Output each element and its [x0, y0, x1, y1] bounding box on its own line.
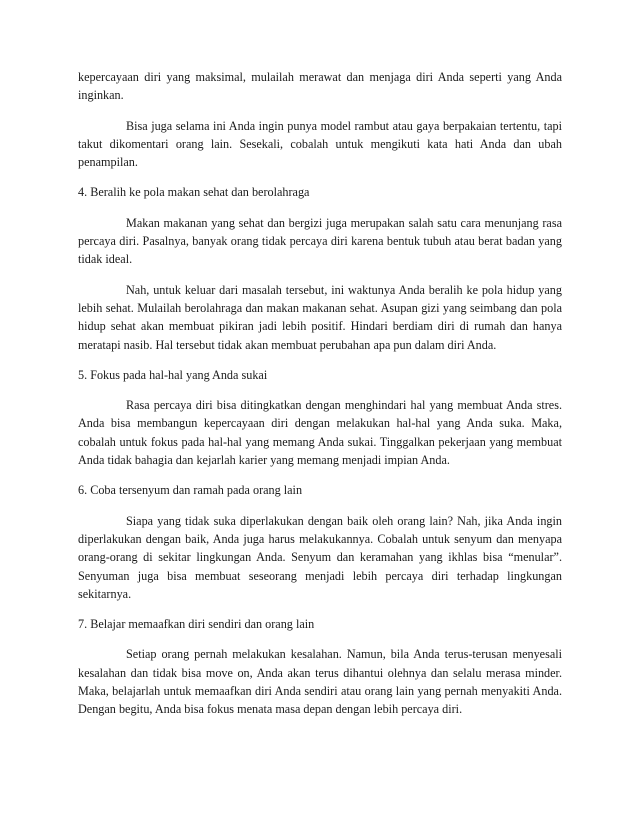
document-page: [78, 68, 562, 731]
intro-paragraph-continued: kepercayaan diri yang maksimal, mulailah merawat dan menjaga diri Anda seperti yang Anda inginkan.: [78, 70, 562, 103]
section-heading-6: 6. Coba tersenyum dan ramah pada orang lain: [78, 483, 303, 498]
intro-paragraph: Bisa juga selama ini Anda ingin punya model rambut atau gaya berpakaian tertentu, tapi takut dikomentari orang lain. Sesekali, cobalah untuk mengikuti kata hati Anda dan ubah penampilan.: [78, 118, 562, 170]
section-5-paragraph-1: Rasa percaya diri bisa ditingkatkan dengan menghindari hal yang membuat Anda stres. Anda bisa membangun kepercayaan diri dengan melakukan hal-hal yang Anda suka. Maka, cobalah untuk fokus pada hal-hal yang memang Anda sukai. Tinggalkan pekerjaan yang membuat Anda tidak bahagia dan kejarlah karier yang memang menjadi impian Anda.: [78, 398, 562, 468]
section-4-paragraph-1: Makan makanan yang sehat dan bergizi juga merupakan salah satu cara menunjang rasa percaya diri. Pasalnya, banyak orang tidak percaya diri karena bentuk tubuh atau berat badan yang tidak ideal.: [78, 215, 562, 267]
section-4-paragraph-2: Nah, untuk keluar dari masalah tersebut, ini waktunya Anda beralih ke pola hidup yang lebih sehat. Mulailah berolahraga dan makan makanan sehat. Asupan gizi yang seimbang dan pola hidup sehat akan membuat pikiran jadi lebih positif. Hindari berdiam diri di rumah dan hanya meratapi nasib. Hal tersebut tidak akan membuat perubahan apa pun dalam diri Anda.: [78, 282, 562, 352]
section-heading-7: 7. Belajar memaafkan diri sendiri dan orang lain: [78, 617, 315, 632]
section-7-paragraph-1: Setiap orang pernah melakukan kesalahan. Namun, bila Anda terus-terusan menyesali kesalahan dan tidak bisa move on, Anda akan terus dihantui olehnya dan selalu merasa minder. Maka, belajarlah untuk memaafkan diri Anda sendiri atau orang lain yang pernah menyakiti Anda. Dengan begitu, Anda bisa fokus menata masa depan dengan lebih percaya diri.: [78, 647, 562, 717]
section-6-paragraph-1: Siapa yang tidak suka diperlakukan dengan baik oleh orang lain? Nah, jika Anda ingin diperlakukan dengan baik, Anda juga harus melakukannya. Cobalah untuk senyum dan menyapa orang-orang di sekitar lingkungan Anda. Senyum dan keramahan yang ikhlas bisa “menular”. Senyuman juga bisa membuat seseorang menjadi lebih percaya diri terhadap lingkungan sekitarnya.: [78, 513, 562, 601]
section-heading-4: 4. Beralih ke pola makan sehat dan berolahraga: [78, 185, 310, 200]
section-heading-5: 5. Fokus pada hal-hal yang Anda sukai: [78, 367, 268, 382]
